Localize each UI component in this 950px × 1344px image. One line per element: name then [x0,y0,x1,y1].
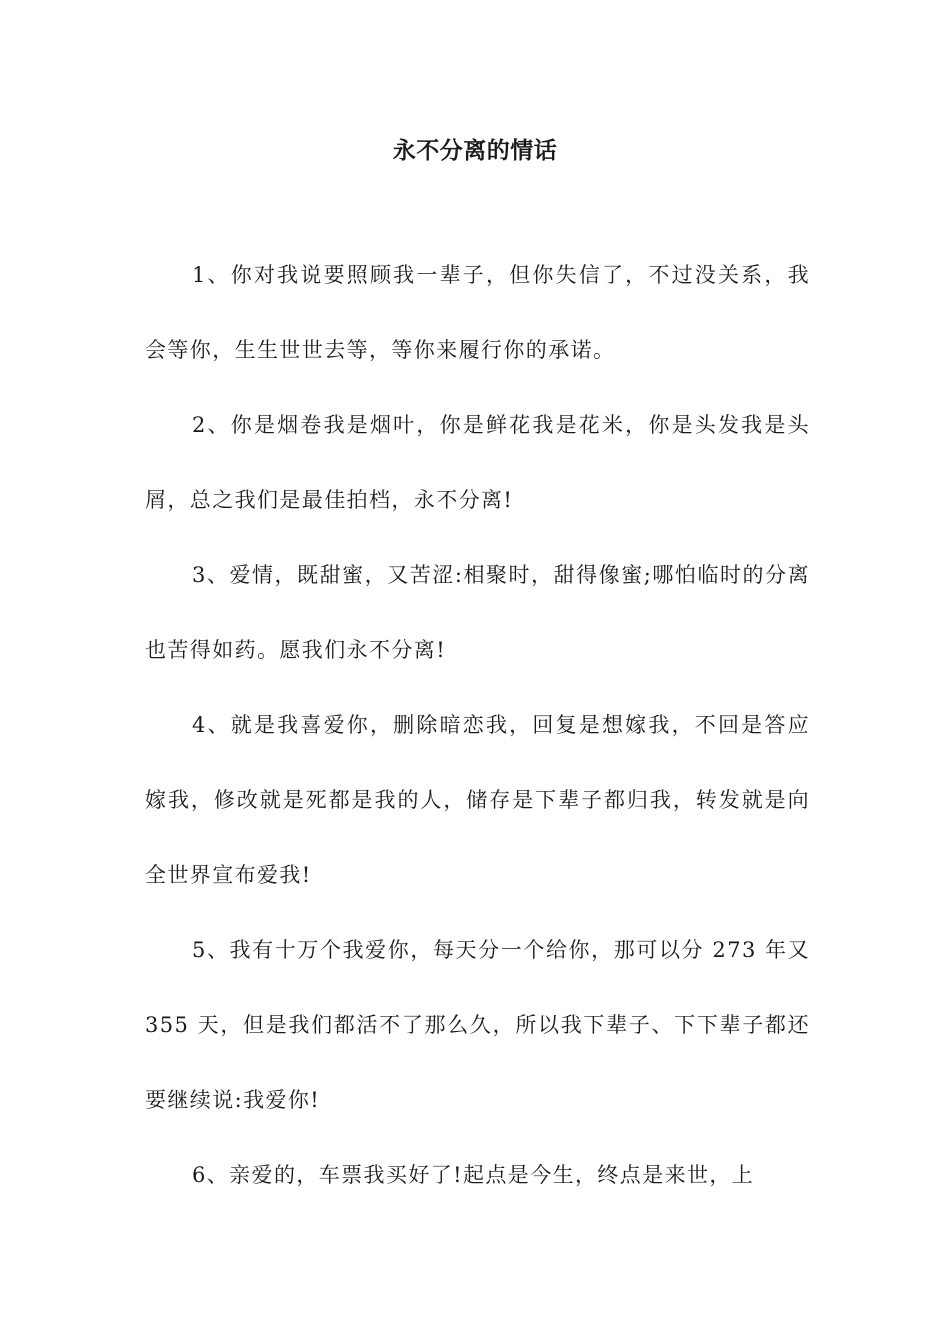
paragraph-1: 1、你对我说要照顾我一辈子，但你失信了，不过没关系，我会等你，生生世世去等，等你来履行你的承诺。 [145,263,810,362]
paragraph-5: 5、我有十万个我爱你，每天分一个给你，那可以分 273 年又 355 天，但是我们都活不了那么久，所以我下辈子、下下辈子都还要继续说:我爱你! [145,938,810,1112]
document-body [145,238,810,1213]
paragraph-3: 3、爱情，既甜蜜，又苦涩:相聚时，甜得像蜜;哪怕临时的分离也苦得如药。愿我们永不分离! [145,563,810,662]
document-title: 永不分离的情话 [392,138,558,164]
paragraph-6: 6、亲爱的，车票我买好了!起点是今生，终点是来世，上 [192,1163,755,1187]
paragraph-2: 2、你是烟卷我是烟叶，你是鲜花我是花米，你是头发我是头屑，总之我们是最佳拍档，永不分离! [145,413,810,512]
paragraph-4: 4、就是我喜爱你，删除暗恋我，回复是想嫁我，不回是答应嫁我，修改就是死都是我的人，储存是下辈子都归我，转发就是向全世界宣布爱我! [145,713,810,887]
